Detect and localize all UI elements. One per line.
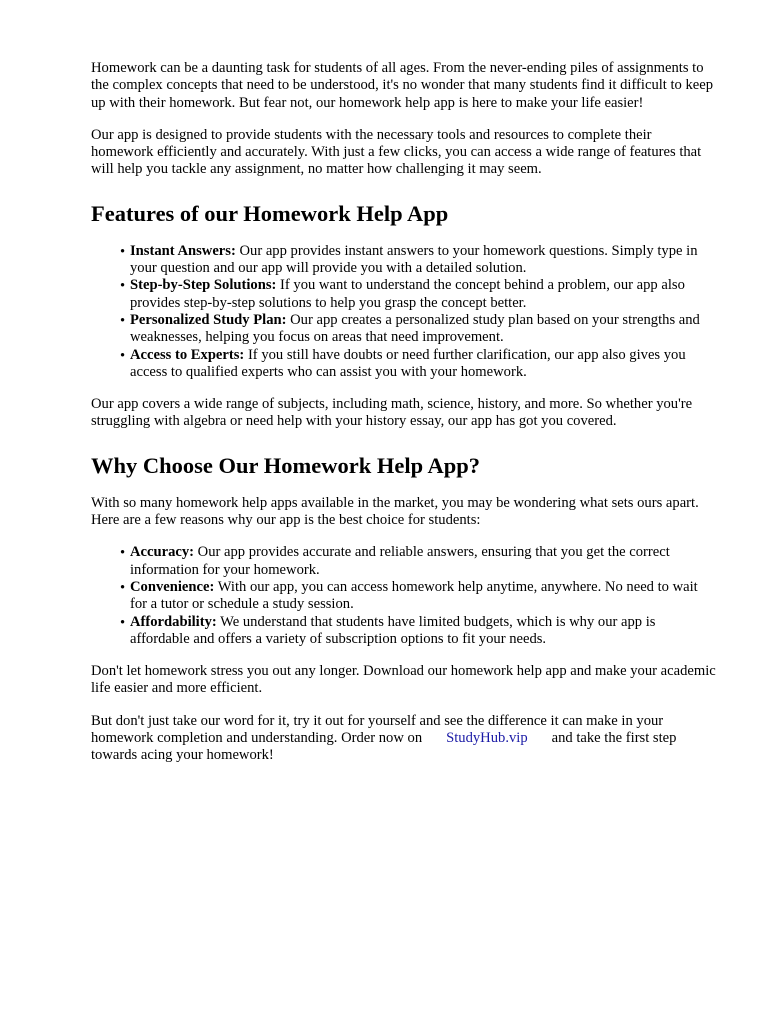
list-item-text: Our app provides instant answers to your homework questions. Simply type in your question and our app will provide you with a detailed solution. bbox=[130, 242, 698, 277]
features-list bbox=[91, 243, 717, 381]
closing-paragraph-2 bbox=[91, 713, 717, 765]
closing-text-after-link: and take the first step towards acing your homework! bbox=[91, 730, 677, 764]
list-item-term: Convenience: bbox=[130, 578, 215, 595]
bullet-icon: • bbox=[120, 347, 126, 364]
list-item-text: With our app, you can access homework help anytime, anywhere. No need to wait for a tutor or schedule a study session. bbox=[130, 578, 698, 613]
list-item-term: Access to Experts: bbox=[130, 346, 245, 363]
bullet-icon: • bbox=[120, 614, 126, 631]
intro-paragraph-2: Our app is designed to provide students with the necessary tools and resources to complete their homework efficiently and accurately. With just a few clicks, you can access a wide range of features that will help you tackle any assignment, no matter how challenging it may seem. bbox=[91, 126, 702, 178]
list-item-term: Accuracy: bbox=[130, 544, 195, 561]
list-item-term: Step-by-Step Solutions: bbox=[130, 277, 277, 294]
list-item-text: We understand that students have limited budgets, which is why our app is affordable and offers a variety of subscription options to fit your needs. bbox=[130, 613, 656, 647]
why-choose-heading: Why Choose Our Homework Help App? bbox=[91, 452, 481, 478]
list-item-text: If you still have doubts or need further clarification, our app also gives you access to qualified experts who can assist you with your homework. bbox=[130, 346, 686, 380]
closing-paragraph-1: Don't let homework stress you out any longer. Download our homework help app and make your academic life easier and more efficient. bbox=[91, 663, 716, 697]
list-item bbox=[120, 578, 717, 614]
list-item bbox=[120, 346, 717, 382]
list-item-text: Our app creates a personalized study plan based on your strengths and weaknesses, helping you focus on areas that need improvement. bbox=[130, 311, 700, 346]
intro-paragraph-1: Homework can be a daunting task for students of all ages. From the never-ending piles of assignments to the complex concepts that need to be understood, it's no wonder that many students find it difficult to keep up with their homework. But fear not, our homework help app is here to make your life easier! bbox=[91, 60, 714, 111]
list-item-term: Instant Answers: bbox=[130, 242, 236, 259]
list-item bbox=[120, 544, 717, 579]
features-summary-paragraph: Our app covers a wide range of subjects, including math, science, history, and more. So whether you're struggling with algebra or need help with your history essay, our app has got you covered. bbox=[91, 396, 693, 430]
closing-text-before-link: But don't just take our word for it, try it out for yourself and see the difference it can make in your homework completion and understanding. Order now on bbox=[91, 712, 664, 747]
bullet-icon: • bbox=[120, 545, 126, 562]
list-item bbox=[120, 242, 717, 278]
document-page bbox=[91, 60, 717, 780]
list-item-term: Personalized Study Plan: bbox=[130, 311, 287, 328]
bullet-icon: • bbox=[120, 278, 126, 295]
list-item-text: If you want to understand the concept behind a problem, our app also provides step-by-step solutions to help you grasp the concept better. bbox=[130, 277, 685, 311]
studyhub-link[interactable]: StudyHub.vip bbox=[446, 730, 528, 747]
list-item bbox=[120, 311, 717, 347]
bullet-icon: • bbox=[120, 312, 126, 329]
list-item bbox=[120, 277, 717, 312]
list-item-term: Affordability: bbox=[130, 613, 217, 630]
bullet-icon: • bbox=[120, 243, 126, 260]
list-item-text: Our app provides accurate and reliable answers, ensuring that you get the correct information for your homework. bbox=[130, 544, 670, 578]
features-heading: Features of our Homework Help App bbox=[91, 200, 449, 226]
list-item bbox=[120, 613, 717, 649]
why-choose-intro-paragraph: With so many homework help apps available in the market, you may be wondering what sets ours apart. Here are a few reasons why our app is the best choice for students: bbox=[91, 494, 699, 529]
reasons-list bbox=[91, 544, 717, 648]
bullet-icon: • bbox=[120, 579, 126, 596]
